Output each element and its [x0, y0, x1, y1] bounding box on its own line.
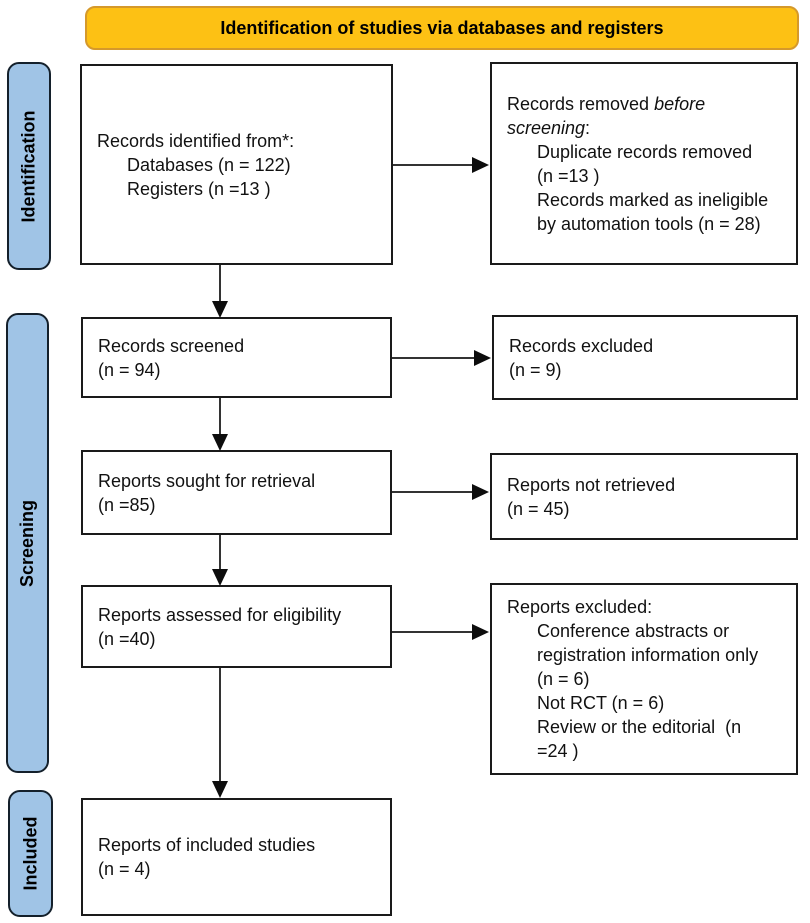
box-text-line: Reports of included studies: [98, 835, 316, 855]
box-text-line: (n =40): [98, 628, 156, 649]
stage-included-label: Included: [20, 816, 41, 891]
box-text-line: Registers (n =13 ): [127, 178, 271, 199]
box-text-line: Reports assessed for eligibility: [98, 604, 342, 625]
box-reports-included: [81, 798, 392, 916]
box-text-segment: Records removed: [507, 93, 655, 114]
stage-screening-label: Screening: [17, 499, 37, 587]
box-text-segment-italic: before: [654, 93, 706, 114]
box-reports-excluded: [490, 583, 798, 775]
stage-screening: [6, 313, 49, 773]
box-text-line: Records identified from*:: [97, 130, 295, 151]
down-arrow-sought-to-assessed: [212, 535, 228, 586]
down-arrow-assessed-to-included: [212, 668, 228, 798]
right-arrow-sought-to-not-retrieved: [392, 484, 489, 500]
box-text-line: Review or the editorial (n: [537, 717, 742, 737]
box-text-line: (n = 4): [98, 859, 151, 879]
down-arrow-identified-to-screened: [212, 265, 228, 318]
box-records-excluded: [492, 315, 798, 400]
box-text-line: (n = 94): [98, 359, 161, 380]
stage-identification-label: Identification: [18, 110, 39, 222]
box-text-line: (n =85): [98, 494, 156, 515]
box-text-line: (n = 45): [507, 498, 570, 519]
stage-identification: [7, 62, 51, 270]
box-text-line: (n = 9): [509, 359, 562, 380]
box-reports-sought: [81, 450, 392, 535]
box-records-identified: [80, 64, 393, 265]
box-text-line: Conference abstracts or: [537, 621, 730, 641]
box-text-line: Records screened: [98, 335, 245, 356]
stage-included: [8, 790, 53, 917]
box-text-line: =24 ): [537, 741, 579, 761]
box-text-line: by automation tools (n = 28): [537, 213, 761, 234]
box-text-line: (n =13 ): [537, 165, 600, 186]
box-reports-assessed: [81, 585, 392, 668]
box-reports-not-retrieved: [490, 453, 798, 540]
box-text-segment-italic: screening: [507, 117, 586, 138]
right-arrow-identified-to-removed: [393, 157, 489, 173]
box-records-screened: [81, 317, 392, 398]
box-text-line: registration information only: [537, 645, 759, 665]
box-text-line: (n = 6): [537, 669, 590, 689]
box-text-line: [507, 92, 788, 116]
header-banner: [85, 6, 799, 50]
down-arrow-screened-to-sought: [212, 398, 228, 451]
box-text-line: Duplicate records removed: [537, 141, 753, 162]
right-arrow-assessed-to-reports-excluded: [392, 624, 489, 640]
box-records-removed: [490, 62, 798, 265]
right-arrow-screened-to-excluded: [392, 350, 491, 366]
box-text-line: Databases (n = 122): [127, 154, 291, 175]
box-text-line: Reports not retrieved: [507, 474, 676, 495]
box-text-line: Not RCT (n = 6): [537, 693, 665, 713]
box-text-line: Records marked as ineligible: [537, 189, 769, 210]
box-text-segment: :: [585, 117, 591, 138]
header-title: Identification of studies via databases and registers: [220, 17, 664, 38]
box-text-line: [507, 116, 788, 140]
box-text-line: Reports excluded:: [507, 597, 653, 617]
box-text-line: Reports sought for retrieval: [98, 470, 316, 491]
box-text-line: Records excluded: [509, 335, 654, 356]
